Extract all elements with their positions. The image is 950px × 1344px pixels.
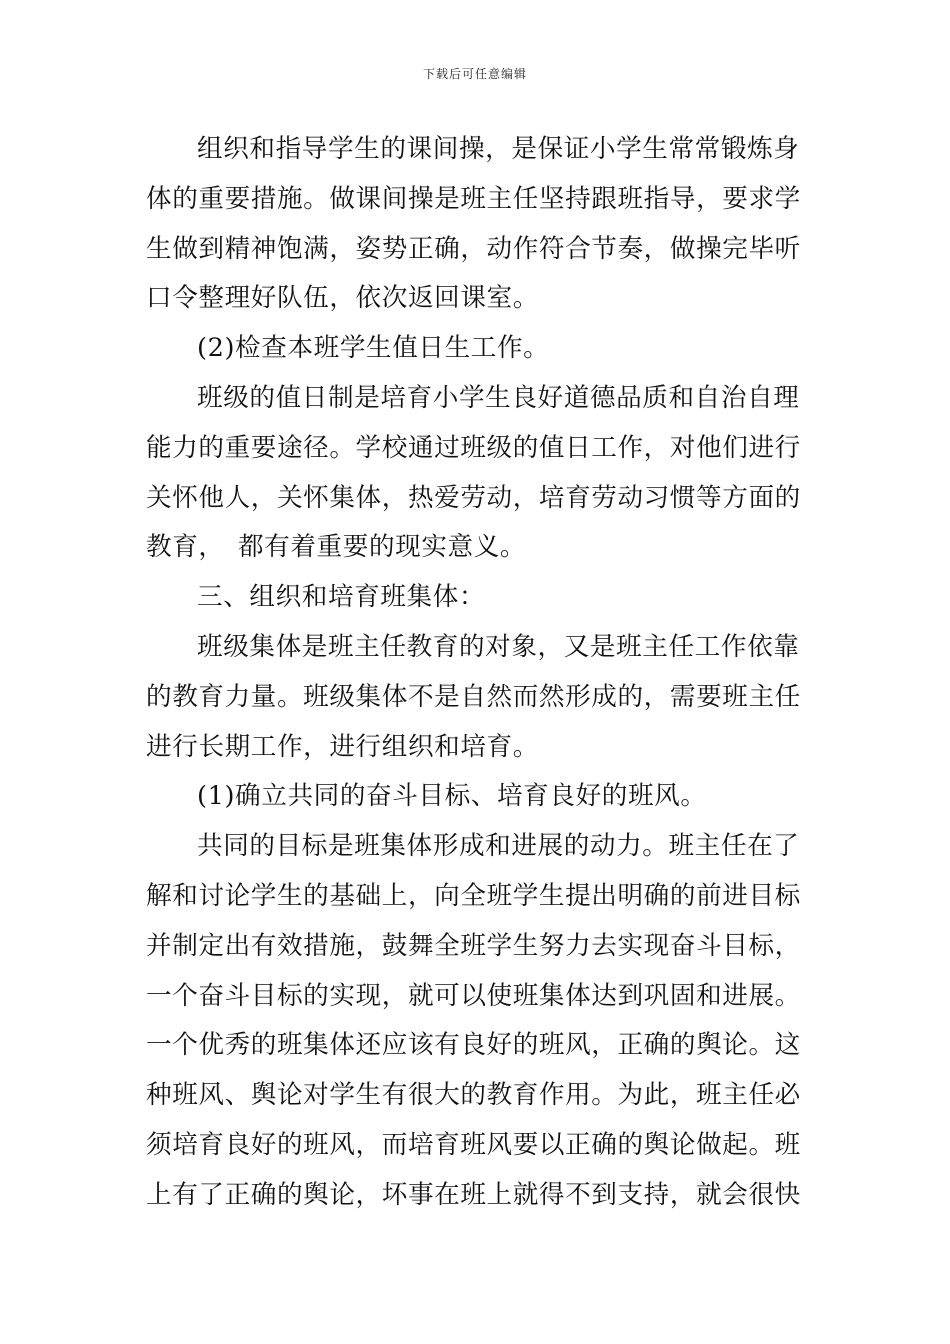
text-line: 生做到精神饱满，姿势正确，动作符合节奏，做操完毕听 bbox=[146, 233, 801, 264]
text-line: 能力的重要途径。学校通过班级的值日工作，对他们进行 bbox=[146, 432, 801, 463]
text-line: 进行长期工作，进行组织和培育。 bbox=[146, 731, 539, 762]
subheading-line: (1)确立共同的奋斗目标、培育良好的班风。 bbox=[197, 781, 707, 812]
text-line: 班级的值日制是培育小学生良好道德品质和自治自理 bbox=[197, 382, 800, 413]
text-line: 一个奋斗目标的实现，就可以使班集体达到巩固和进展。 bbox=[146, 980, 801, 1011]
text-line: 种班风、舆论对学生有很大的教育作用。为此，班主任必 bbox=[146, 1080, 801, 1111]
text-line: 关怀他人，关怀集体，热爱劳动，培育劳动习惯等方面的 bbox=[146, 482, 801, 513]
text-line: 解和讨论学生的基础上，向全班学生提出明确的前进目标 bbox=[146, 880, 801, 911]
text-line: 班级集体是班主任教育的对象，又是班主任工作依靠 bbox=[197, 631, 800, 662]
page-header: 下载后可任意编辑 bbox=[422, 67, 527, 81]
section-heading-line: 三、组织和培育班集体： bbox=[197, 582, 486, 613]
subheading-line: (2)检查本班学生值日生工作。 bbox=[197, 333, 550, 364]
document-body bbox=[146, 125, 806, 1221]
text-line: 口令整理好队伍，依次返回课室。 bbox=[146, 283, 539, 314]
text-line: 一个优秀的班集体还应该有良好的班风，正确的舆论。这 bbox=[146, 1030, 801, 1061]
text-line: 共同的目标是班集体形成和进展的动力。班主任在了 bbox=[197, 831, 800, 862]
text-line: 上有了正确的舆论，坏事在班上就得不到支持，就会很快 bbox=[146, 1179, 801, 1210]
text-line: 的教育力量。班级集体不是自然而然形成的，需要班主任 bbox=[146, 681, 801, 712]
text-line: 教育， 都有着重要的现实意义。 bbox=[146, 532, 527, 563]
text-line: 体的重要措施。做课间操是班主任坚持跟班指导，要求学 bbox=[146, 183, 801, 214]
text-line: 并制定出有效措施，鼓舞全班学生努力去实现奋斗目标， bbox=[146, 930, 801, 961]
text-line: 须培育良好的班风，而培育班风要以正确的舆论做起。班 bbox=[146, 1129, 801, 1160]
text-line: 组织和指导学生的课间操，是保证小学生常常锻炼身 bbox=[197, 134, 800, 164]
